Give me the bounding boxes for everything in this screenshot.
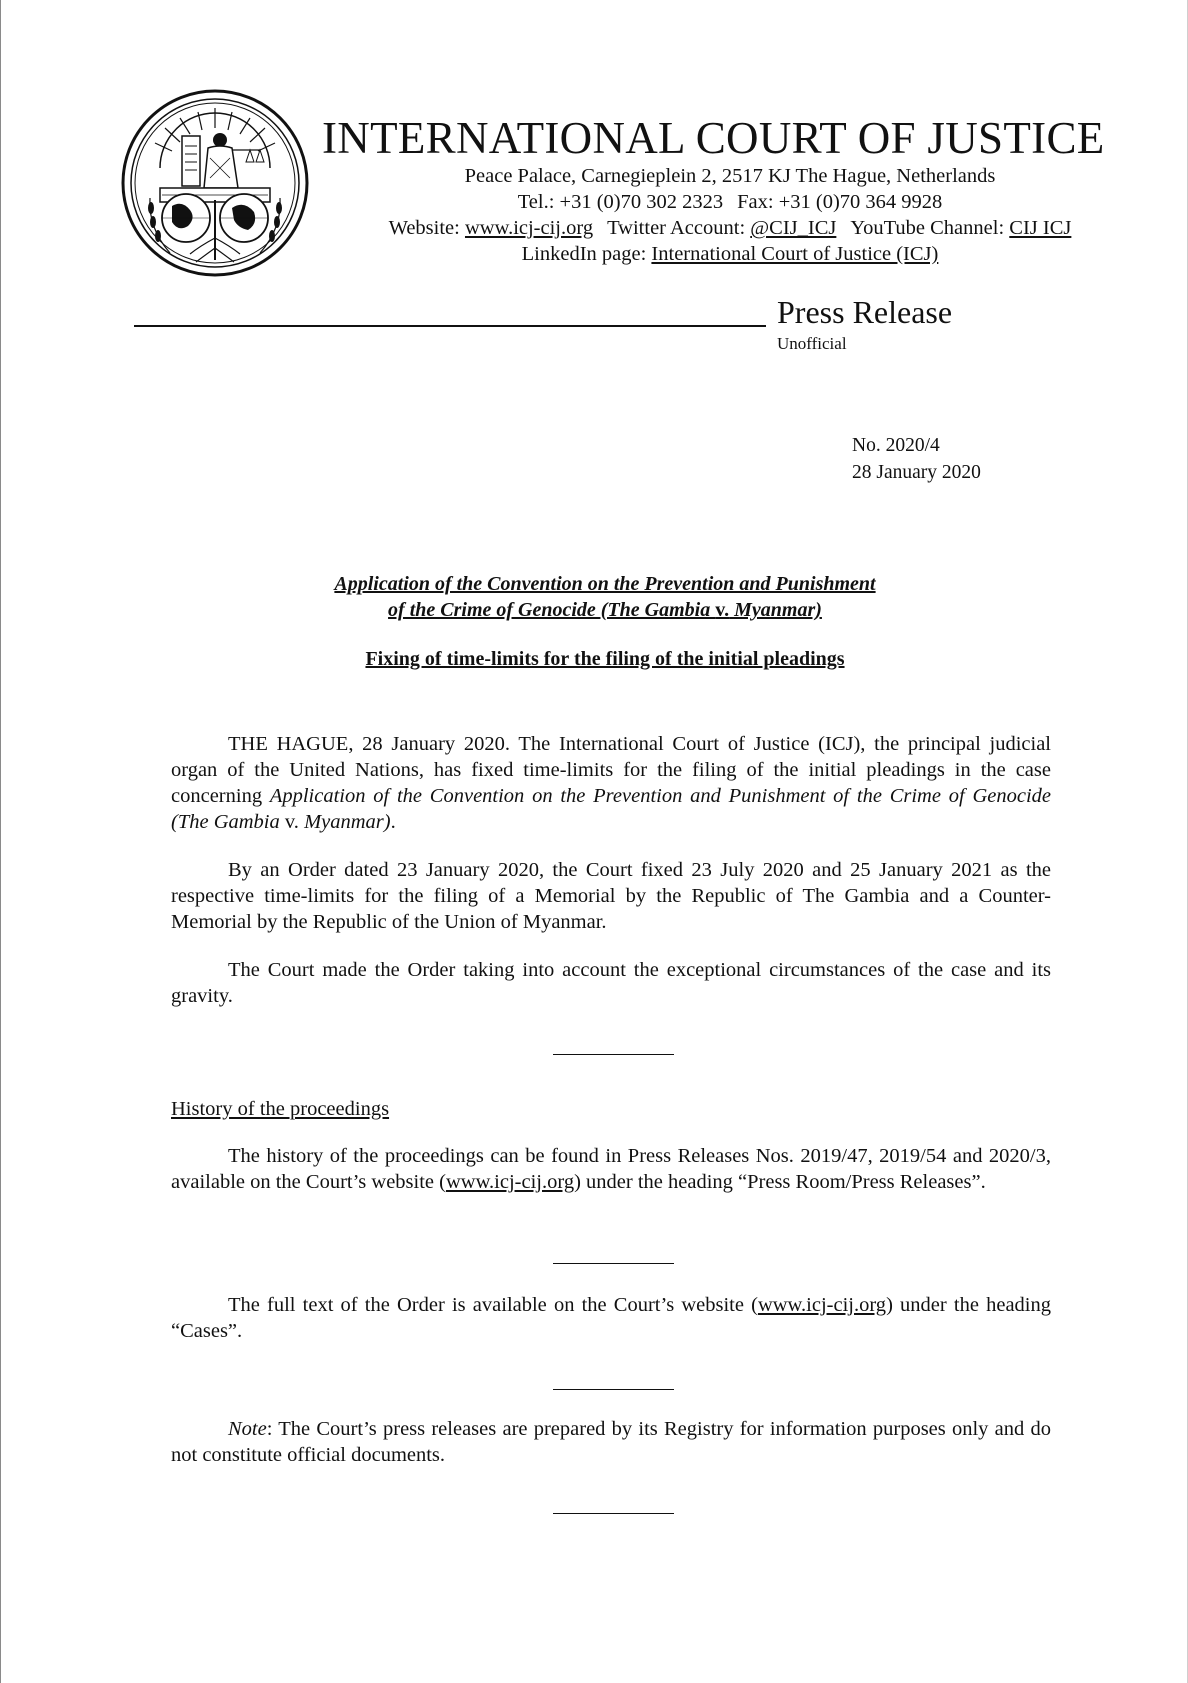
paragraph-4-website-link[interactable]: www.icj-cij.org: [445, 1171, 575, 1193]
separator-1: [553, 1054, 674, 1055]
youtube-label: YouTube Channel:: [850, 217, 1005, 239]
twitter-label: Twitter Account:: [607, 217, 746, 239]
paragraph-5-text-a: The full text of the Order is available on the Court’s website (: [228, 1294, 758, 1316]
paragraph-1-versus: v.: [284, 811, 299, 833]
address-line: Peace Palace, Carnegieplein 2, 2517 KJ The Hague, Netherlands: [464, 165, 996, 187]
contact-block: [320, 163, 1140, 267]
case-title-part-b: Myanmar): [729, 599, 822, 621]
note-paragraph: [171, 1416, 1051, 1468]
icj-seal-icon: [120, 88, 310, 278]
history-section-title: History of the proceedings: [171, 1098, 390, 1120]
paragraph-1: [171, 731, 1051, 835]
paragraph-4-text-b: ) under the heading “Press Room/Press Releases”.: [574, 1171, 986, 1193]
twitter-link[interactable]: @CIJ_ICJ: [750, 217, 837, 239]
paragraph-3-text: The Court made the Order taking into account the exceptional circumstances of the case and its gravity.: [171, 959, 1051, 1007]
release-number: No. 2020/4: [852, 435, 940, 456]
case-title-line-2: [170, 597, 1040, 623]
fax-text: Fax: +31 (0)70 364 9928: [737, 191, 943, 213]
separator-2: [553, 1263, 674, 1264]
youtube-link[interactable]: CIJ ICJ: [1009, 217, 1072, 239]
release-subheading: Fixing of time-limits for the filing of the initial pleadings: [365, 648, 845, 670]
linkedin-label: LinkedIn page:: [521, 243, 647, 265]
phone-fax-line: [320, 189, 1140, 215]
paragraph-1-case-b: Myanmar): [298, 811, 391, 833]
page-border-left: [0, 0, 1, 1683]
press-release-title: Press Release: [777, 294, 953, 330]
press-release-subtitle: Unofficial: [777, 334, 847, 353]
case-title-part-a: of the Crime of Genocide (The Gambia: [388, 599, 716, 621]
website-link[interactable]: www.icj-cij.org: [464, 217, 594, 239]
paragraph-1-case-a: Application of the Convention on the Prevention and Punishment of the Crime of Genocide (The Gambia: [171, 785, 1051, 833]
web-social-line: [320, 215, 1140, 241]
paragraph-5-website-link[interactable]: www.icj-cij.org: [757, 1294, 887, 1316]
paragraph-4: [171, 1143, 1051, 1195]
court-name-heading: INTERNATIONAL COURT OF JUSTICE: [322, 113, 1105, 163]
paragraph-1-text: THE HAGUE, 28 January 2020. The International Court of Justice (ICJ), the principal judicial organ of the United Nations, has fixed time-limits for the filing of the initial pleadings in the case concerning: [171, 733, 1051, 807]
linkedin-line: [320, 241, 1140, 267]
separator-4: [553, 1513, 674, 1514]
release-reference: [852, 432, 981, 486]
paragraph-1-end: .: [390, 811, 396, 833]
note-text: : The Court’s press releases are prepared by its Registry for information purposes only and do not constitute official documents.: [171, 1418, 1051, 1466]
header-rule: [134, 325, 766, 327]
release-date: 28 January 2020: [852, 462, 981, 483]
separator-3: [553, 1389, 674, 1390]
website-label: Website:: [388, 217, 460, 239]
paragraph-2: [171, 857, 1051, 935]
case-title-line-1: Application of the Convention on the Prevention and Punishment: [334, 573, 876, 595]
note-label: Note: [228, 1418, 267, 1440]
paragraph-5: [171, 1292, 1051, 1344]
tel-text: Tel.: +31 (0)70 302 2323: [517, 191, 724, 213]
paragraph-2-text: By an Order dated 23 January 2020, the Court fixed 23 July 2020 and 25 January 2021 as the respective time-limits for the filing of a Memorial by the Republic of The Gambia and a Counter-Memorial by the Republic of the Union of Myanmar.: [171, 859, 1051, 933]
paragraph-4-text-a: The history of the proceedings can be found in Press Releases Nos. 2019/47, 2019/54 and 2020/3, available on the Court’s website (: [171, 1145, 1051, 1193]
linkedin-link[interactable]: International Court of Justice (ICJ): [651, 243, 939, 265]
case-title: [170, 571, 1040, 623]
case-title-versus: v.: [715, 599, 730, 621]
paragraph-5-text-b: ) under the heading “Cases”.: [171, 1294, 1051, 1342]
paragraph-3: [171, 957, 1051, 1009]
